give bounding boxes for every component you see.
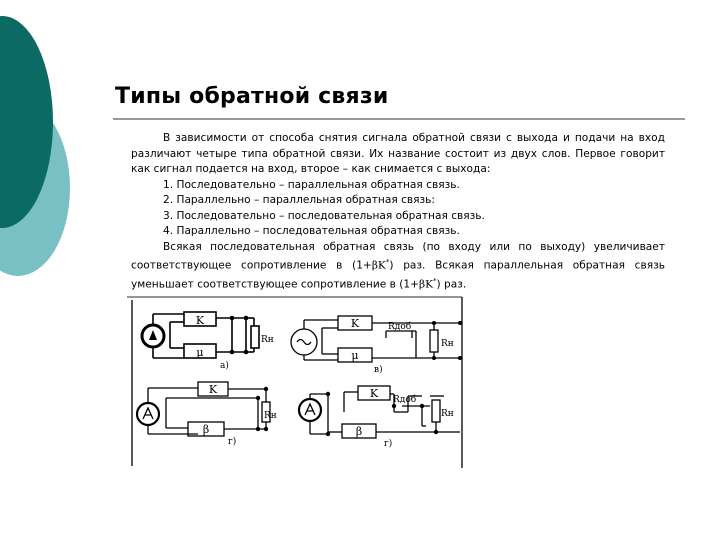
page-title: Типы обратной связи xyxy=(115,84,389,109)
conclusion-part-2: ) раз. Всякая параллельная обратная связь уменьшает соответствующее сопротивление в (1+ xyxy=(131,259,665,291)
decorative-circles xyxy=(0,0,80,300)
list-item: 2. Параллельно – параллельная обратная связь: xyxy=(163,194,435,206)
beta-k-2: βK xyxy=(418,278,434,291)
circuit-b-caption: в) xyxy=(374,365,383,375)
circuit-a-load-label: Rн xyxy=(261,335,274,345)
title-divider xyxy=(113,118,685,120)
circuit-c-caption: г) xyxy=(228,437,237,447)
circuit-a-caption: а) xyxy=(220,361,229,371)
list-item: 1. Последовательно – параллельная обратная связь. xyxy=(163,178,460,191)
circuit-c-fb-label: β xyxy=(202,423,210,436)
circuit-c-amp-label: K xyxy=(208,383,218,396)
conclusion-part-3: ) раз. xyxy=(436,278,467,291)
circuit-d-amp-label: K xyxy=(369,387,379,400)
circuit-d-load-label: Rн xyxy=(441,409,454,419)
list-item: 3. Последовательно – последовательная обратная связь. xyxy=(163,209,485,222)
slide-body xyxy=(131,131,665,293)
circuit-d-fb-label: β xyxy=(355,425,363,438)
circuit-d-caption: г) xyxy=(384,439,393,449)
circuit-c-load-label: Rн xyxy=(264,411,277,421)
circuit-a-amp-label: K xyxy=(195,314,205,327)
beta-k-1: βK xyxy=(371,259,386,272)
intro-paragraph: В зависимости от способа снятия сигнала обратной связи с выхода и подачи на вход различают четыре типа обратной связи. Их название состоит из двух слов. Первое говорит как сигнал подается на вход, второе – как снимается с выхода: xyxy=(131,132,665,175)
circuit-b-fb-label: μ xyxy=(351,349,359,362)
list-item: 4. Параллельно – последовательная обратная связь. xyxy=(163,225,460,237)
feedback-circuit-diagrams xyxy=(126,296,466,468)
circuit-b-amp-label: K xyxy=(350,317,360,330)
beta-k-sup-2: * xyxy=(433,277,437,286)
conclusion-paragraph xyxy=(131,240,665,294)
circuit-d-rfb-label: Rдоб xyxy=(393,395,417,405)
conclusion-part-1: Всякая последовательная обратная связь (по входу или по выходу) увеличивает соответствующее сопротивление в (1+ xyxy=(131,240,665,272)
circuit-a-fb-label: μ xyxy=(196,346,204,359)
beta-k-sup-1: * xyxy=(385,258,390,266)
circuit-b-rfb-label: Rдоб xyxy=(388,322,412,332)
circuit-b-load-label: Rн xyxy=(441,339,454,349)
